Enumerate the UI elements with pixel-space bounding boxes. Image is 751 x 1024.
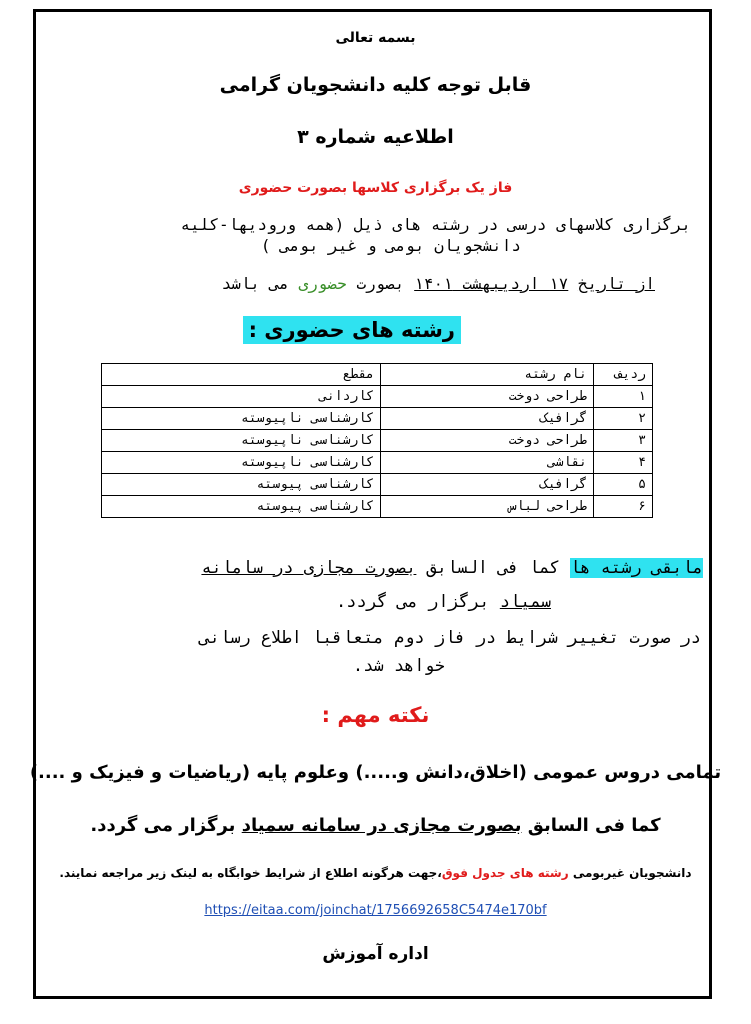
table-cell: ۶	[594, 496, 653, 518]
table-cell: ۱	[594, 386, 653, 408]
column-header: مقطع	[102, 364, 381, 386]
table-cell: کارشناسی ناپیوسته	[102, 452, 381, 474]
table-cell: کارشناسی پیوسته	[102, 496, 381, 518]
remaining-line-2	[336, 592, 551, 612]
dorm-highlight: رشته های جدول فوق	[441, 866, 569, 880]
table-cell: کارشناسی پیوسته	[102, 474, 381, 496]
table-row	[102, 496, 653, 518]
table-cell: کارشناسی ناپیوسته	[102, 430, 381, 452]
announcement-number: اطلاعیه شماره ۳	[297, 126, 454, 148]
table-cell: گرافیک	[381, 474, 594, 496]
table-cell: طراحی لباس	[381, 496, 594, 518]
date-suffix: می باشد	[221, 274, 289, 293]
eitaa-link[interactable]: https://eitaa.com/joinchat/1756692658C5474e170bf	[204, 903, 547, 918]
table-cell: نقاشی	[381, 452, 594, 474]
date-word: حضوری	[298, 274, 347, 293]
table-cell: کاردانی	[102, 386, 381, 408]
remaining-end: برگزار می گردد.	[336, 592, 490, 612]
remaining-text: کما فی السابق	[426, 558, 560, 578]
page-title: قابل توجه کلیه دانشجویان گرامی	[219, 74, 532, 96]
table-header-row	[102, 364, 653, 386]
table-row	[102, 386, 653, 408]
courses-table	[101, 363, 653, 518]
intro-line-1: برگزاری کلاسهای درسی در رشته های ذیل (همه ورودیها-کلیه	[180, 215, 691, 234]
table-cell: ۴	[594, 452, 653, 474]
table-row	[102, 452, 653, 474]
table-row	[102, 430, 653, 452]
dorm-text-a: دانشجویان غیربومی	[572, 866, 692, 880]
change-line-1: در صورت تغییر شرایط در فاز دوم متعاقبا اطلاع رسانی	[199, 628, 701, 648]
bismillah: بسمه تعالی	[335, 30, 416, 46]
change-line-2: خواهد شد.	[352, 656, 445, 676]
remaining-highlight: مابقی رشته ها	[569, 558, 703, 578]
intro-line-2: دانشجویان بومی و غیر بومی )	[260, 236, 521, 255]
table-cell: کارشناسی ناپیوسته	[102, 408, 381, 430]
general-text-a: کما فی السابق	[527, 815, 661, 836]
table-cell: طراحی دوخت	[381, 430, 594, 452]
dorm-text-c: ،جهت هرگونه اطلاع از شرایط خوابگاه به لینک زیر مراجعه نمایند.	[59, 866, 442, 880]
section-heading: رشته های حضوری :	[243, 316, 461, 344]
date-mid: بصورت	[356, 274, 405, 293]
column-header: نام رشته	[381, 364, 594, 386]
general-text-b: برگزار می گردد.	[90, 815, 236, 836]
date-value: ۱۷ اردیبهشت ۱۴۰۱	[414, 274, 569, 293]
samad-word: سمیاد	[499, 592, 551, 612]
dormitory-note	[0, 866, 751, 880]
table-row	[102, 408, 653, 430]
general-courses-line-2	[0, 815, 751, 836]
signature-office: اداره آموزش	[322, 944, 429, 964]
intro-date-line	[221, 274, 655, 293]
column-header: ردیف	[594, 364, 653, 386]
remaining-line-1	[201, 558, 703, 578]
table-cell: گرافیک	[381, 408, 594, 430]
important-note-title: نکته مهم :	[321, 703, 430, 727]
general-courses-line-1: تمامی دروس عمومی (اخلاق،دانش و.....) وعلوم پایه (ریاضیات و فیزیک و ....)	[29, 762, 722, 783]
general-underlined: بصورت مجازی در سامانه سمیاد	[241, 815, 522, 836]
table-cell: طراحی دوخت	[381, 386, 594, 408]
date-prefix: از تاریخ	[577, 274, 655, 293]
table-cell: ۲	[594, 408, 653, 430]
table-cell: ۵	[594, 474, 653, 496]
phase-title: فاز یک برگزاری کلاسها بصورت حضوری	[238, 180, 513, 196]
table-cell: ۳	[594, 430, 653, 452]
remaining-underlined: بصورت مجازی در سامانه	[201, 558, 417, 578]
table-row	[102, 474, 653, 496]
